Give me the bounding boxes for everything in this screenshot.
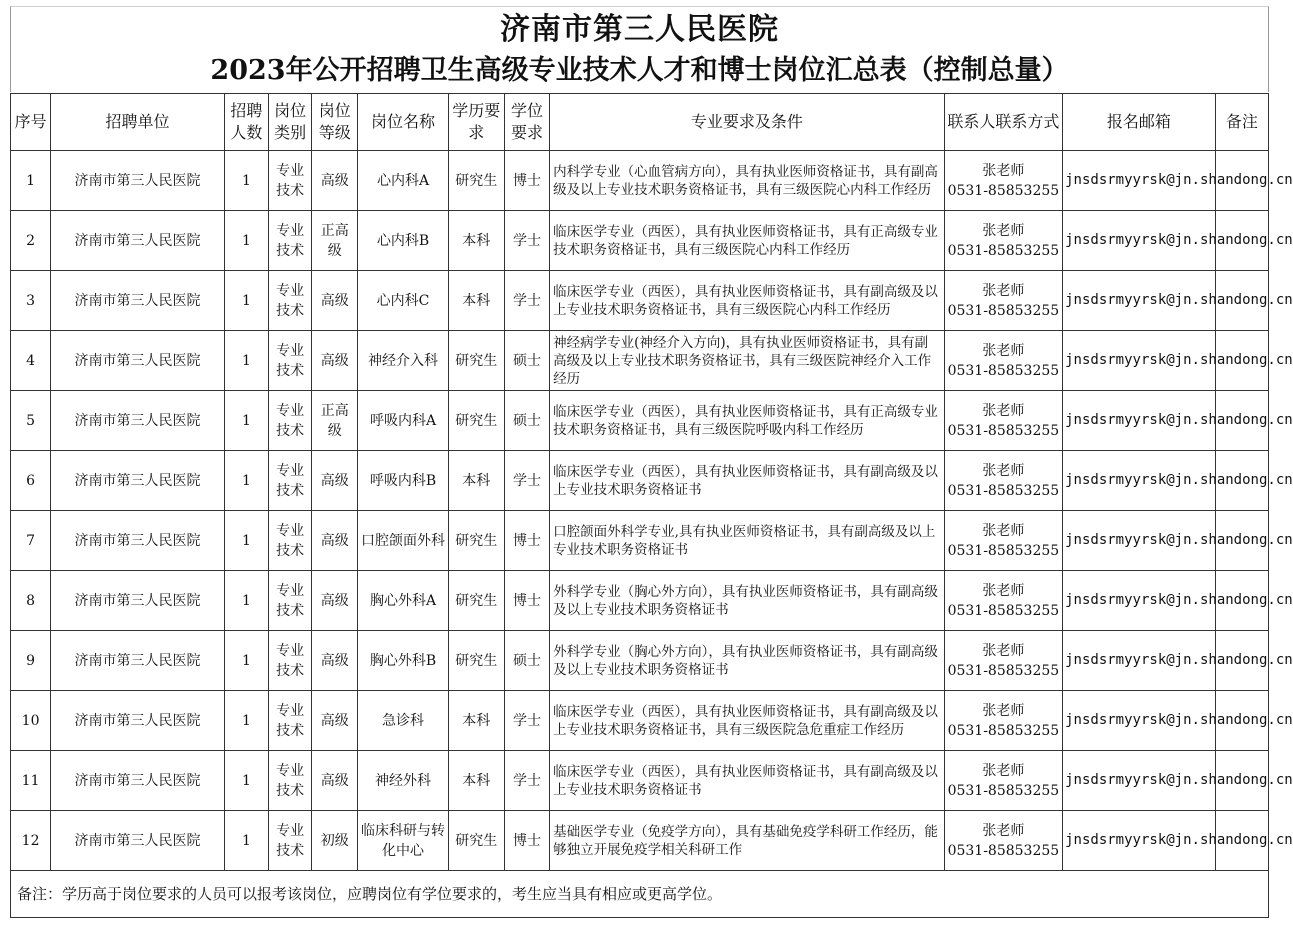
cell-seq: 12 [11,811,51,871]
header-type: 岗位类别 [269,94,312,151]
cell-seq: 4 [11,331,51,391]
header-email: 报名邮箱 [1063,94,1216,151]
cell-edu: 研究生 [448,391,504,451]
contact-name: 张老师 [982,762,1025,779]
cell-edu: 研究生 [448,511,504,571]
cell-unit: 济南市第三人民医院 [51,571,225,631]
cell-name: 心内科A [358,151,448,211]
cell-contact [944,631,1062,691]
cell-unit: 济南市第三人民医院 [51,391,225,451]
cell-count: 1 [224,691,268,751]
document-title: 济南市第三人民医院 [500,12,779,47]
header-degree: 学位要求 [504,94,549,151]
header-seq: 序号 [11,94,51,151]
cell-requirements: 临床医学专业（西医），具有执业医师资格证书，具有副高级及以上专业技术职务资格证书 [550,751,945,811]
cell-email: jnsdsrmyyrsk@jn.shandong.cn [1063,571,1216,631]
cell-edu: 研究生 [448,631,504,691]
cell-contact [944,391,1062,451]
header-edu: 学历要求 [448,94,504,151]
cell-type: 专业技术 [269,451,312,511]
cell-unit: 济南市第三人民医院 [51,331,225,391]
contact-phone: 0531-85853255 [947,662,1060,679]
table-row [11,811,1269,871]
header-count: 招聘人数 [224,94,268,151]
table-body [11,151,1293,871]
cell-name: 呼吸内科A [358,391,448,451]
cell-name: 神经介入科 [358,331,448,391]
cell-requirements: 内科学专业（心血管病方向），具有执业医师资格证书，具有副高级及以上专业技术职务资格证书，具有三级医院心内科工作经历 [550,151,945,211]
cell-name: 心内科B [358,211,448,271]
cell-degree: 博士 [504,151,549,211]
cell-unit: 济南市第三人民医院 [51,811,225,871]
cell-email: jnsdsrmyyrsk@jn.shandong.cn [1063,451,1216,511]
cell-degree: 硕士 [504,631,549,691]
cell-seq: 1 [11,151,51,211]
cell-name: 急诊科 [358,691,448,751]
cell-requirements: 神经病学专业(神经介入方向)，具有执业医师资格证书，具有副高级及以上专业技术职务资格证书，具有三级医院神经介入工作经历 [550,331,945,391]
cell-count: 1 [224,511,268,571]
cell-email: jnsdsrmyyrsk@jn.shandong.cn [1063,811,1216,871]
cell-type: 专业技术 [269,151,312,211]
cell-contact [944,811,1062,871]
contact-phone: 0531-85853255 [947,842,1060,859]
header-remark: 备注 [1215,94,1268,151]
cell-level: 正高级 [312,391,358,451]
cell-level: 高级 [312,271,358,331]
cell-degree: 硕士 [504,391,549,451]
cell-level: 正高级 [312,211,358,271]
cell-type: 专业技术 [269,331,312,391]
contact-phone: 0531-85853255 [947,422,1060,439]
cell-level: 高级 [312,631,358,691]
cell-degree: 博士 [504,811,549,871]
contact-name: 张老师 [982,162,1025,179]
cell-type: 专业技术 [269,631,312,691]
cell-seq: 10 [11,691,51,751]
contact-phone: 0531-85853255 [947,602,1060,619]
cell-edu: 研究生 [448,151,504,211]
cell-degree: 学士 [504,211,549,271]
contact-phone: 0531-85853255 [947,722,1060,739]
cell-type: 专业技术 [269,211,312,271]
recruitment-table [10,93,1293,918]
cell-level: 高级 [312,571,358,631]
cell-degree: 学士 [504,691,549,751]
cell-level: 初级 [312,811,358,871]
cell-unit: 济南市第三人民医院 [51,211,225,271]
cell-requirements: 外科学专业（胸心外方向），具有执业医师资格证书，具有副高级及以上专业技术职务资格证书 [550,631,945,691]
cell-seq: 2 [11,211,51,271]
contact-name: 张老师 [982,702,1025,719]
cell-edu: 本科 [448,211,504,271]
cell-email: jnsdsrmyyrsk@jn.shandong.cn [1063,511,1216,571]
cell-name: 胸心外科B [358,631,448,691]
cell-requirements: 临床医学专业（西医），具有执业医师资格证书，具有正高级专业技术职务资格证书，具有三级医院呼吸内科工作经历 [550,391,945,451]
cell-seq: 3 [11,271,51,331]
cell-name: 呼吸内科B [358,451,448,511]
cell-edu: 本科 [448,691,504,751]
footnote-row [11,871,1269,918]
cell-email: jnsdsrmyyrsk@jn.shandong.cn [1063,211,1216,271]
cell-count: 1 [224,391,268,451]
cell-type: 专业技术 [269,571,312,631]
table-row [11,151,1269,211]
cell-seq: 11 [11,751,51,811]
cell-degree: 博士 [504,571,549,631]
cell-count: 1 [224,631,268,691]
header-name: 岗位名称 [358,94,448,151]
table-row [11,451,1269,511]
cell-contact [944,511,1062,571]
cell-contact [944,571,1062,631]
cell-contact [944,331,1062,391]
cell-degree: 学士 [504,751,549,811]
cell-unit: 济南市第三人民医院 [51,751,225,811]
cell-contact [944,751,1062,811]
cell-requirements: 口腔颌面外科学专业,具有执业医师资格证书，具有副高级及以上专业技术职务资格证书 [550,511,945,571]
contact-name: 张老师 [982,402,1025,419]
contact-phone: 0531-85853255 [947,182,1060,199]
cell-type: 专业技术 [269,511,312,571]
cell-count: 1 [224,451,268,511]
cell-seq: 6 [11,451,51,511]
footnote: 备注：学历高于岗位要求的人员可以报考该岗位，应聘岗位有学位要求的，考生应当具有相应或更高学位。 [11,871,1063,918]
table-row [11,691,1269,751]
cell-contact [944,151,1062,211]
cell-seq: 8 [11,571,51,631]
cell-level: 高级 [312,331,358,391]
cell-requirements: 临床医学专业（西医），具有执业医师资格证书，具有副高级及以上专业技术职务资格证书 [550,451,945,511]
contact-phone: 0531-85853255 [947,302,1060,319]
cell-degree: 学士 [504,451,549,511]
cell-level: 高级 [312,751,358,811]
cell-requirements: 临床医学专业（西医），具有执业医师资格证书，具有副高级及以上专业技术职务资格证书，具有三级医院急危重症工作经历 [550,691,945,751]
contact-phone: 0531-85853255 [947,482,1060,499]
cell-contact [944,271,1062,331]
cell-count: 1 [224,151,268,211]
cell-seq: 7 [11,511,51,571]
header-contact: 联系人联系方式 [944,94,1062,151]
cell-email: jnsdsrmyyrsk@jn.shandong.cn [1063,631,1216,691]
contact-name: 张老师 [982,522,1025,539]
cell-requirements: 基础医学专业（免疫学方向），具有基础免疫学科研工作经历，能够独立开展免疫学相关科研工作 [550,811,945,871]
cell-count: 1 [224,811,268,871]
table-row [11,631,1269,691]
contact-name: 张老师 [982,462,1025,479]
cell-name: 神经外科 [358,751,448,811]
cell-level: 高级 [312,451,358,511]
header-unit: 招聘单位 [51,94,225,151]
cell-contact [944,451,1062,511]
cell-count: 1 [224,331,268,391]
cell-edu: 研究生 [448,811,504,871]
title-block [10,6,1269,92]
cell-email: jnsdsrmyyrsk@jn.shandong.cn [1063,751,1216,811]
contact-phone: 0531-85853255 [947,242,1060,259]
table-row [11,571,1269,631]
table-row [11,391,1269,451]
table-row [11,751,1269,811]
contact-name: 张老师 [982,222,1025,239]
cell-level: 高级 [312,151,358,211]
cell-email: jnsdsrmyyrsk@jn.shandong.cn [1063,391,1216,451]
contact-name: 张老师 [982,822,1025,839]
cell-degree: 硕士 [504,331,549,391]
contact-name: 张老师 [982,642,1025,659]
cell-level: 高级 [312,511,358,571]
contact-name: 张老师 [982,282,1025,299]
header-requirements: 专业要求及条件 [550,94,945,151]
document-subtitle: 2023年公开招聘卫生高级专业技术人才和博士岗位汇总表（控制总量） [210,55,1069,86]
cell-unit: 济南市第三人民医院 [51,511,225,571]
cell-contact [944,211,1062,271]
cell-type: 专业技术 [269,691,312,751]
cell-email: jnsdsrmyyrsk@jn.shandong.cn [1063,151,1216,211]
cell-name: 心内科C [358,271,448,331]
contact-name: 张老师 [982,342,1025,359]
cell-edu: 本科 [448,751,504,811]
cell-name: 临床科研与转化中心 [358,811,448,871]
cell-edu: 研究生 [448,571,504,631]
cell-email: jnsdsrmyyrsk@jn.shandong.cn [1063,691,1216,751]
cell-unit: 济南市第三人民医院 [51,631,225,691]
cell-contact [944,691,1062,751]
cell-edu: 本科 [448,271,504,331]
cell-unit: 济南市第三人民医院 [51,691,225,751]
cell-count: 1 [224,271,268,331]
cell-requirements: 临床医学专业（西医），具有执业医师资格证书，具有副高级及以上专业技术职务资格证书，具有三级医院心内科工作经历 [550,271,945,331]
cell-count: 1 [224,211,268,271]
cell-degree: 学士 [504,271,549,331]
contact-phone: 0531-85853255 [947,362,1060,379]
cell-unit: 济南市第三人民医院 [51,151,225,211]
table-header-row [11,94,1269,151]
cell-unit: 济南市第三人民医院 [51,271,225,331]
contact-phone: 0531-85853255 [947,542,1060,559]
cell-type: 专业技术 [269,271,312,331]
cell-type: 专业技术 [269,751,312,811]
cell-email: jnsdsrmyyrsk@jn.shandong.cn [1063,331,1216,391]
cell-edu: 研究生 [448,331,504,391]
cell-name: 胸心外科A [358,571,448,631]
footnote-blank [1063,871,1269,918]
cell-unit: 济南市第三人民医院 [51,451,225,511]
table-row [11,331,1269,391]
header-level: 岗位等级 [312,94,358,151]
cell-requirements: 临床医学专业（西医），具有执业医师资格证书，具有正高级专业技术职务资格证书，具有三级医院心内科工作经历 [550,211,945,271]
table-row [11,211,1269,271]
cell-seq: 9 [11,631,51,691]
contact-phone: 0531-85853255 [947,782,1060,799]
cell-type: 专业技术 [269,391,312,451]
cell-edu: 本科 [448,451,504,511]
cell-name: 口腔颌面外科 [358,511,448,571]
cell-seq: 5 [11,391,51,451]
table-row [11,271,1269,331]
cell-email: jnsdsrmyyrsk@jn.shandong.cn [1063,271,1216,331]
table-row [11,511,1269,571]
cell-degree: 博士 [504,511,549,571]
contact-name: 张老师 [982,582,1025,599]
cell-requirements: 外科学专业（胸心外方向），具有执业医师资格证书，具有副高级及以上专业技术职务资格证书 [550,571,945,631]
cell-level: 高级 [312,691,358,751]
cell-type: 专业技术 [269,811,312,871]
cell-count: 1 [224,571,268,631]
cell-count: 1 [224,751,268,811]
